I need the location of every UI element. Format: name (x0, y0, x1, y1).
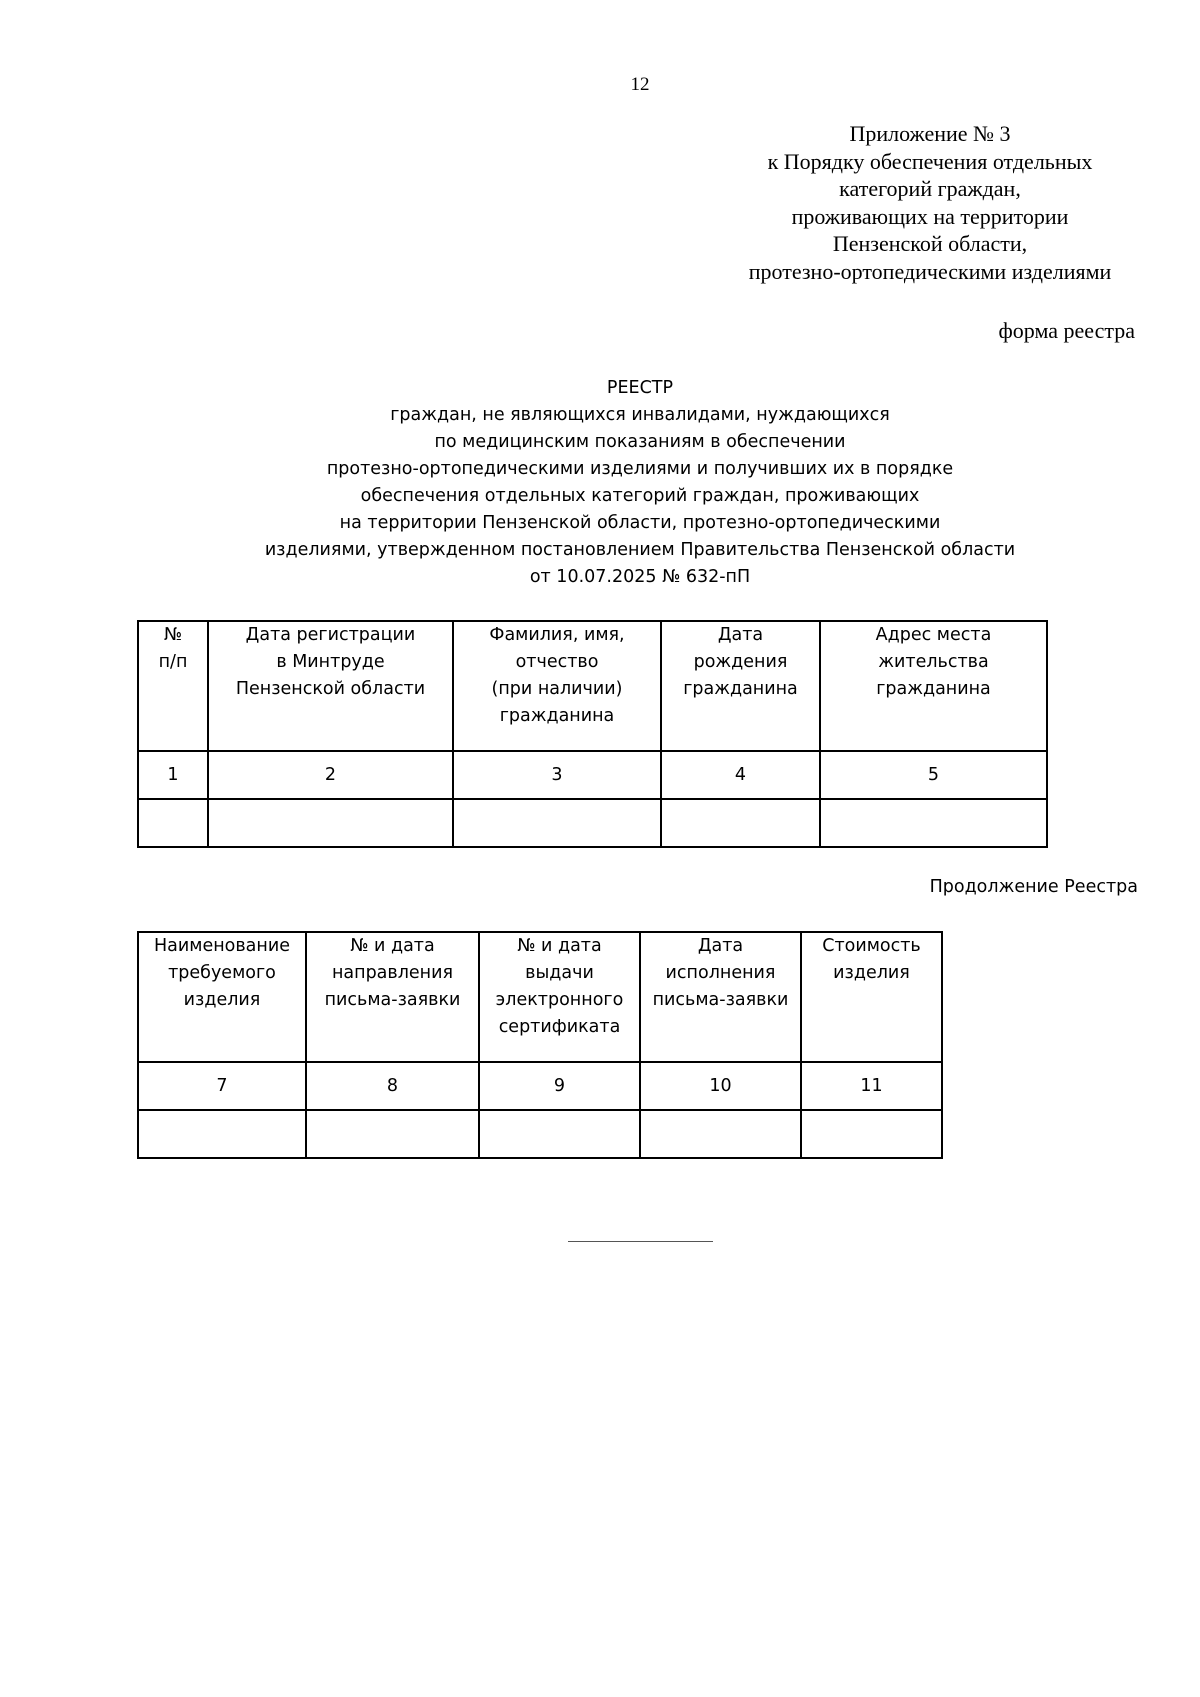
header-text: изделия (833, 963, 910, 983)
empty-cell (820, 799, 1047, 847)
header-cell-cost (801, 932, 942, 1062)
registry-title-line: на территории Пензенской области, протезно-ортопедическими (339, 513, 941, 533)
appendix-line: к Порядку обеспечения отдельных (767, 148, 1093, 174)
empty-cell (801, 1110, 942, 1158)
registry-title-line: РЕЕСТР (606, 378, 674, 398)
header-text: жительства (878, 652, 989, 672)
header-text: Дата регистрации (245, 625, 416, 645)
header-cell-request-letter (306, 932, 479, 1062)
header-text: письма-заявки (652, 990, 789, 1010)
header-text: Пензенской области (235, 679, 426, 699)
header-text: отчество (515, 652, 599, 672)
table-header-row (138, 932, 942, 1062)
table-number-row (138, 751, 1047, 799)
registry-title-line: от 10.07.2025 № 632-пП (529, 567, 751, 587)
header-cell-registration-date (208, 621, 453, 751)
empty-cell (479, 1110, 640, 1158)
header-text: электронного (495, 990, 624, 1010)
column-number-cell: 4 (661, 751, 820, 799)
header-cell-certificate (479, 932, 640, 1062)
table-empty-row (138, 799, 1047, 847)
header-text: Фамилия, имя, (489, 625, 625, 645)
registry-title-line: протезно-ортопедическими изделиями и получивших их в порядке (326, 459, 954, 479)
column-number-cell: 2 (208, 751, 453, 799)
header-text: № и дата (517, 936, 602, 956)
header-cell-birth-date (661, 621, 820, 751)
header-text: Дата (717, 625, 764, 645)
appendix-line: проживающих на территории (791, 203, 1069, 229)
registry-table-main (137, 620, 1048, 848)
empty-cell (306, 1110, 479, 1158)
header-cell-product-name (138, 932, 306, 1062)
column-number-cell: 11 (801, 1062, 942, 1110)
header-text: № (163, 625, 183, 645)
registry-title-line: изделиями, утвержденном постановлением Правительства Пензенской области (264, 540, 1016, 560)
column-number-cell: 9 (479, 1062, 640, 1110)
continuation-label: Продолжение Реестра (929, 877, 1138, 897)
header-text: № и дата (350, 936, 435, 956)
header-text: сертификата (498, 1017, 621, 1037)
table-number-row (138, 1062, 942, 1110)
appendix-line: протезно-ортопедическими изделиями (748, 258, 1112, 284)
empty-cell (138, 1110, 306, 1158)
column-number-cell: 7 (138, 1062, 306, 1110)
empty-cell (640, 1110, 801, 1158)
header-text: (при наличии) (491, 679, 623, 699)
column-number-cell: 3 (453, 751, 661, 799)
end-divider (568, 1241, 713, 1242)
header-text: гражданина (683, 679, 798, 699)
header-text: гражданина (876, 679, 991, 699)
form-label: форма реестра (998, 318, 1135, 343)
column-number-cell: 1 (138, 751, 208, 799)
registry-title (140, 375, 1140, 591)
page-number: 12 (630, 74, 650, 95)
registry-table-continuation (137, 931, 943, 1159)
registry-title-line: обеспечения отдельных категорий граждан, проживающих (360, 486, 920, 506)
registry-title-line: по медицинским показаниям в обеспечении (434, 432, 846, 452)
column-number-cell: 10 (640, 1062, 801, 1110)
header-text: Дата (697, 936, 744, 956)
header-text: письма-заявки (324, 990, 461, 1010)
table-header-row (138, 621, 1047, 751)
header-text: в Минтруде (276, 652, 385, 672)
header-text: требуемого (168, 963, 276, 983)
header-text: изделия (183, 990, 261, 1010)
header-cell-address (820, 621, 1047, 751)
header-text: рождения (693, 652, 788, 672)
header-text: Наименование (154, 936, 290, 956)
appendix-block (720, 120, 1140, 285)
column-number-cell: 8 (306, 1062, 479, 1110)
appendix-line: категорий граждан, (839, 176, 1021, 201)
header-text: Стоимость (822, 936, 921, 956)
appendix-line: Приложение № 3 (849, 121, 1011, 146)
header-text: гражданина (499, 706, 615, 726)
appendix-line: Пензенской области, (832, 231, 1028, 256)
header-text: Адрес места (875, 625, 992, 645)
column-number-cell: 5 (820, 751, 1047, 799)
header-text: п/п (158, 652, 188, 672)
header-cell-execution-date (640, 932, 801, 1062)
header-text: выдачи (525, 963, 594, 983)
header-cell-number (138, 621, 208, 751)
empty-cell (453, 799, 661, 847)
registry-title-line: граждан, не являющихся инвалидами, нуждающихся (390, 405, 890, 425)
header-cell-full-name (453, 621, 661, 751)
header-text: направления (331, 963, 454, 983)
header-text: исполнения (665, 963, 776, 983)
empty-cell (208, 799, 453, 847)
empty-cell (661, 799, 820, 847)
empty-cell (138, 799, 208, 847)
table-empty-row (138, 1110, 942, 1158)
